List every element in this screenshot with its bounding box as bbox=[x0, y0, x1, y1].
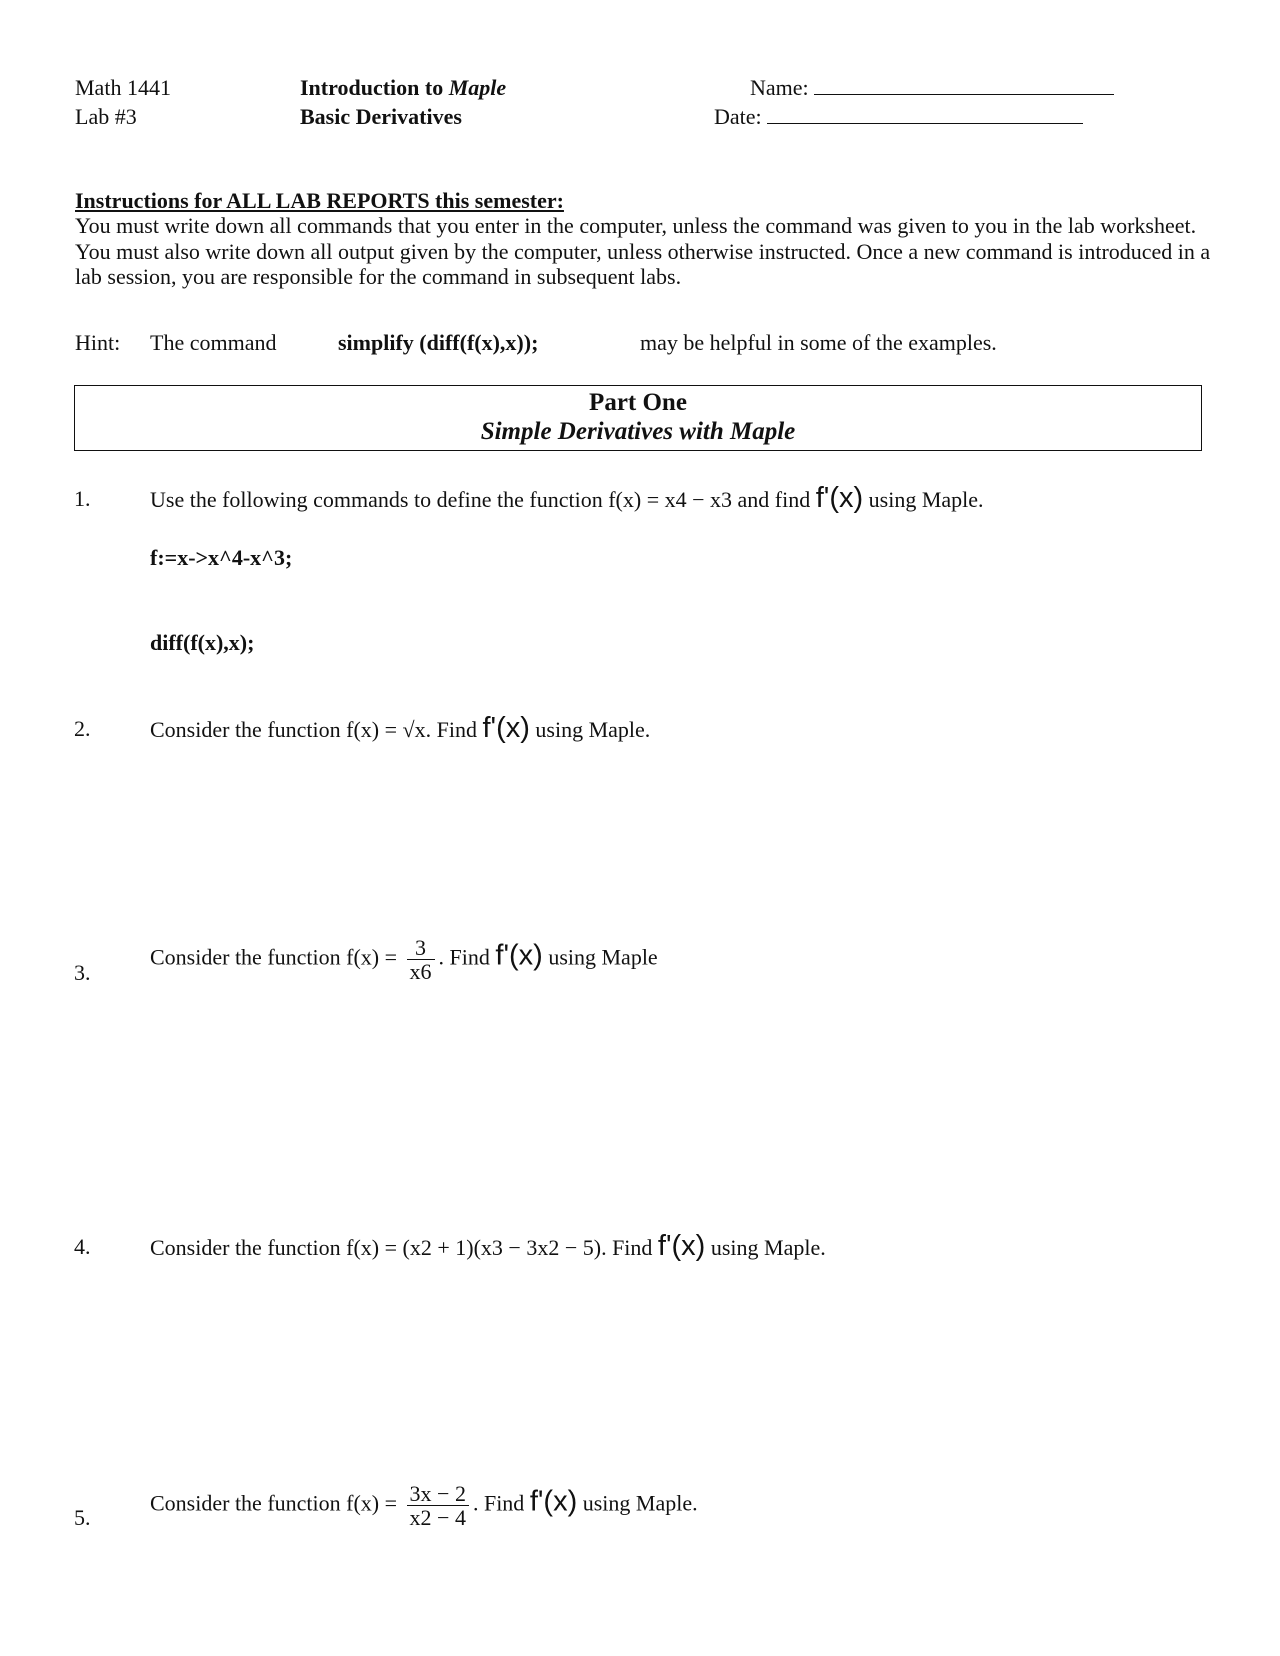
maple-command: f:=x->x^4-x^3; bbox=[150, 545, 293, 570]
derivative-symbol: f'(x) bbox=[529, 1485, 578, 1518]
document-subtitle: Basic Derivatives bbox=[300, 104, 462, 129]
lab-number: Lab #3 bbox=[75, 104, 137, 129]
question-text: Consider the function bbox=[150, 717, 341, 742]
question-number: 5. bbox=[74, 1505, 91, 1530]
name-field bbox=[750, 75, 1114, 100]
instructions-body: You must write down all commands that you enter in the computer, unless the command was given to you in the lab worksheet. You must also write down all output given by the computer, unless otherwise instructed. Once a new command is introduced in a lab session, you are responsible for the command in subsequent labs. bbox=[75, 213, 1211, 289]
question-text: Find bbox=[436, 717, 477, 742]
question-number: 1. bbox=[74, 486, 91, 511]
date-label: Date: bbox=[714, 104, 762, 129]
function-expression: f(x) = √x bbox=[346, 717, 426, 742]
maple-command: diff(f(x),x); bbox=[150, 630, 255, 655]
question-text: Use the following commands to define the function bbox=[150, 487, 603, 512]
function-expression: f(x) = (x2 + 1)(x3 − 3x2 − 5) bbox=[346, 1235, 602, 1260]
derivative-symbol: f'(x) bbox=[495, 939, 543, 972]
instructions-title: Instructions for ALL LAB REPORTS this semester: bbox=[75, 188, 564, 213]
date-blank bbox=[767, 105, 1083, 124]
function-lhs: f(x) = bbox=[346, 944, 398, 970]
question-2: Consider the function f(x) = √x. Find f'(x) using Maple. bbox=[150, 712, 651, 744]
function-expression: f(x) = x4 − x3 bbox=[608, 487, 733, 512]
date-field bbox=[714, 104, 1083, 129]
question-number: 3. bbox=[74, 960, 91, 985]
question-text: using Maple. bbox=[710, 1235, 826, 1260]
function-fraction bbox=[407, 936, 435, 983]
question-text: and find bbox=[737, 487, 811, 512]
question-3: Consider the function f(x) = $\frac{3}{x6}$ . Find f'(x) using Maple bbox=[150, 935, 658, 985]
function-lhs: f(x) = bbox=[346, 1490, 398, 1516]
title-emph: Maple bbox=[448, 75, 507, 100]
question-text: using Maple bbox=[548, 944, 658, 970]
derivative-symbol: f'(x) bbox=[815, 482, 864, 514]
fraction-numerator: 3x − 2 bbox=[407, 1482, 469, 1506]
derivative-symbol: f'(x) bbox=[657, 1230, 706, 1262]
derivative-symbol: f'(x) bbox=[482, 712, 530, 744]
name-blank bbox=[814, 76, 1114, 95]
question-5: Consider the function f(x) = $\frac{3x - 2}{x2 - 4}$ . Find f'(x) using Maple. bbox=[150, 1481, 698, 1531]
course-number: Math 1441 bbox=[75, 75, 171, 100]
part-one-box bbox=[74, 385, 1202, 451]
hint-command: simplify (diff(f(x),x)); bbox=[338, 330, 539, 355]
question-text: Consider the function bbox=[150, 1490, 341, 1516]
question-text: using Maple. bbox=[868, 487, 984, 512]
question-text: using Maple. bbox=[582, 1490, 698, 1516]
function-fraction bbox=[407, 1482, 469, 1529]
question-1 bbox=[150, 482, 984, 515]
instructions bbox=[75, 188, 1215, 289]
question-4: Consider the function f(x) = (x2 + 1)(x3 − 3x2 − 5). Find f'(x) using Maple. bbox=[150, 1230, 826, 1262]
hint-trail: may be helpful in some of the examples. bbox=[640, 330, 997, 355]
fraction-numerator: 3 bbox=[407, 936, 435, 960]
question-text: using Maple. bbox=[535, 717, 651, 742]
fraction-denominator: x6 bbox=[409, 959, 432, 985]
part-title: Part One bbox=[589, 389, 687, 416]
document-title bbox=[300, 75, 506, 100]
name-label: Name: bbox=[750, 75, 809, 100]
question-text: Consider the function bbox=[150, 944, 341, 970]
part-subtitle: Simple Derivatives with Maple bbox=[480, 417, 796, 445]
title-prefix: Introduction to bbox=[300, 75, 449, 100]
question-text: Find bbox=[449, 944, 490, 970]
question-text: Consider the function bbox=[150, 1235, 341, 1260]
question-number: 2. bbox=[74, 716, 91, 741]
question-text: Find bbox=[483, 1490, 525, 1516]
hint-label: Hint: bbox=[75, 330, 121, 355]
hint-lead: The command bbox=[150, 330, 277, 355]
question-number: 4. bbox=[74, 1234, 91, 1259]
question-text: Find bbox=[612, 1235, 653, 1260]
fraction-denominator: x2 − 4 bbox=[409, 1505, 466, 1531]
